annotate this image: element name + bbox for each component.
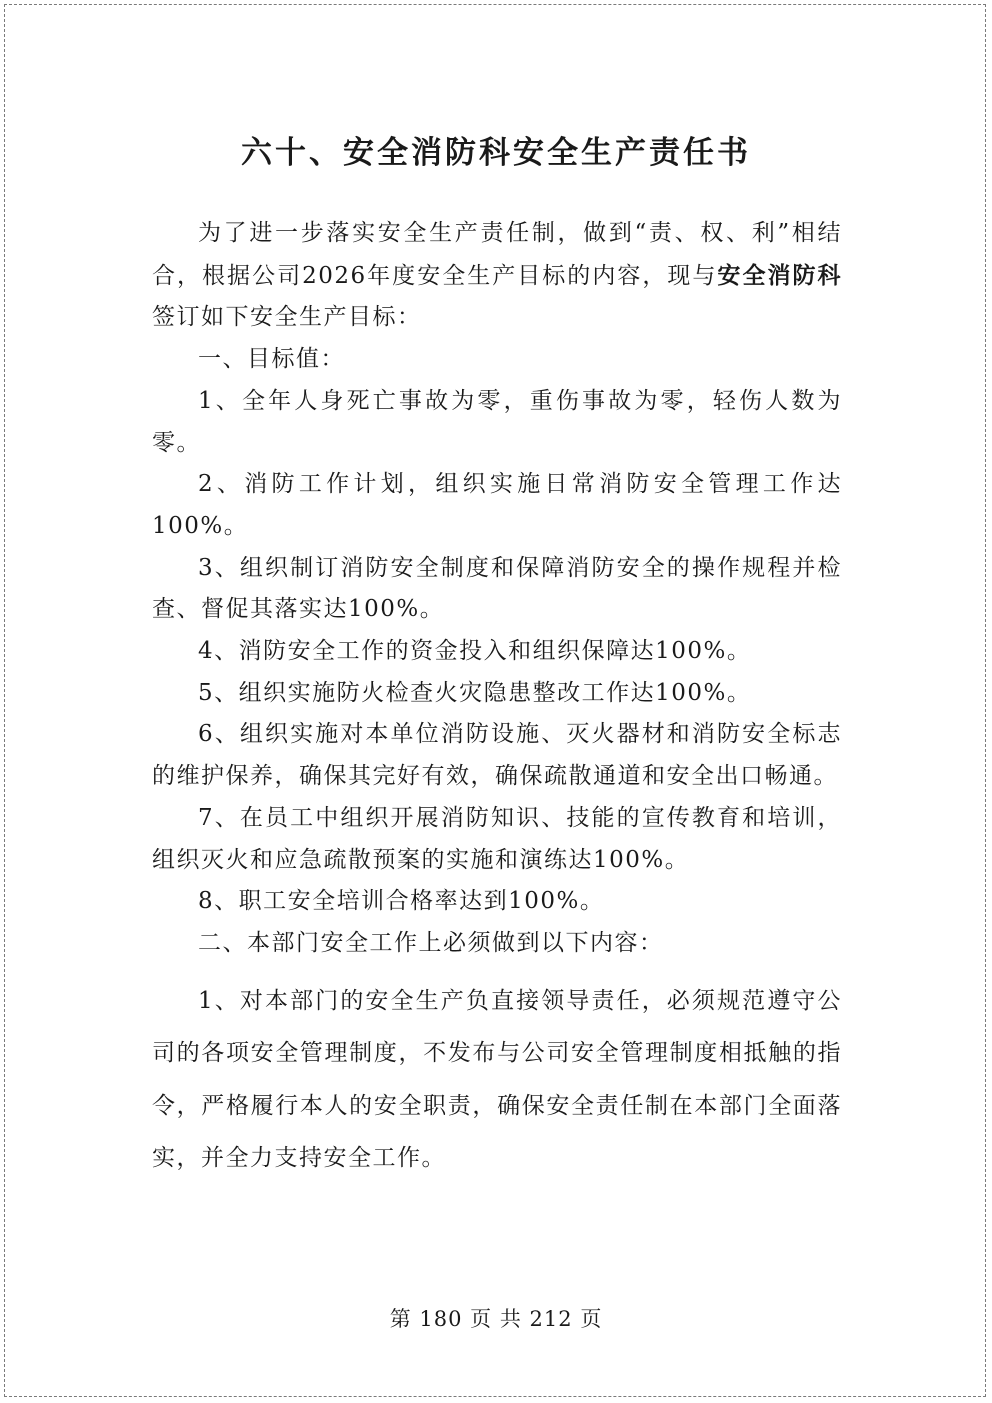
intro-department-name: 安全消防科: [717, 261, 842, 289]
intro-text-part1: 为了进一步落实安全生产责任制，做到“责、权、利”相结合，根据公司2026年度安全生产目标的内容，现与: [152, 220, 842, 289]
intro-text-part2: 签订如下安全生产目标：: [152, 304, 422, 331]
document-body: [152, 213, 842, 1185]
target-item-3: 3、组织制订消防安全制度和保障消防安全的操作规程并检查、督促其落实达100%。: [152, 554, 842, 623]
footer-suffix: 页: [580, 1307, 603, 1331]
requirement-item-1: 1、对本部门的安全生产负直接领导责任，必须规范遵守公司的各项安全管理制度，不发布与公司安全管理制度相抵触的指令，严格履行本人的安全职责，确保安全责任制在本部门全面落实，并全力支持安全工作。: [152, 987, 842, 1172]
target-item-7: 7、在员工中组织开展消防知识、技能的宣传教育和培训，组织灭火和应急疏散预案的实施和演练达100%。: [152, 804, 842, 873]
target-item-6: 6、组织实施对本单位消防设施、灭火器材和消防安全标志的维护保养，确保其完好有效，确保疏散通道和安全出口畅通。: [152, 721, 842, 790]
footer-prefix: 第: [389, 1307, 412, 1331]
footer-current-page: 180: [419, 1307, 463, 1331]
target-item-4: 4、消防安全工作的资金投入和组织保障达100%。: [198, 638, 752, 665]
intro-paragraph: [152, 213, 842, 339]
section2-heading: 二、本部门安全工作上必须做到以下内容：: [198, 929, 664, 956]
section1-heading: 一、目标值：: [198, 346, 345, 373]
footer-mid: 页 共: [470, 1307, 522, 1331]
target-item-1: 1、全年人身死亡事故为零，重伤事故为零，轻伤人数为零。: [152, 387, 842, 456]
footer-total-pages: 212: [529, 1307, 573, 1331]
page-footer: [0, 1301, 992, 1337]
document-title: 六十、安全消防科安全生产责任书: [241, 135, 751, 171]
target-item-2: 2、消防工作计划，组织实施日常消防安全管理工作达100%。: [152, 471, 842, 539]
target-item-8: 8、职工安全培训合格率达到100%。: [198, 888, 605, 915]
target-item-5: 5、组织实施防火检查火灾隐患整改工作达100%。: [198, 679, 752, 706]
